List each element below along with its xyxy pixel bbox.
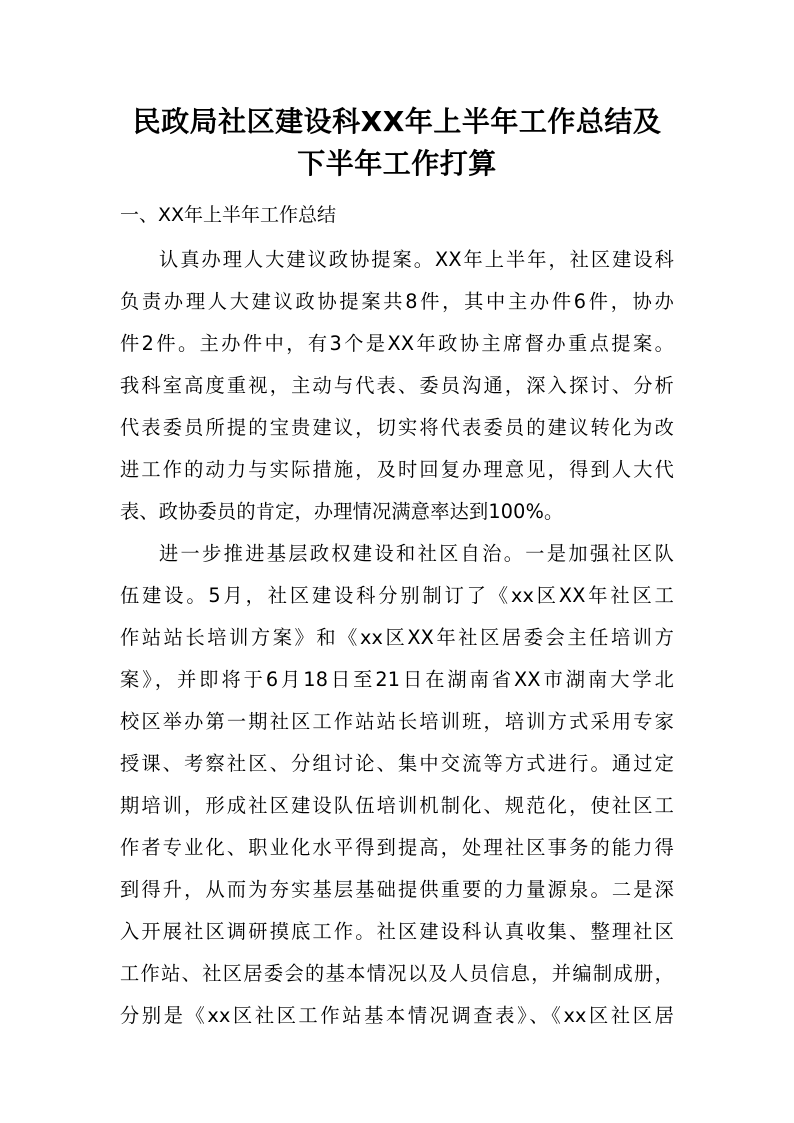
- paragraph-line: 我科室高度重视，主动与代表、委员沟通，深入探讨、分析: [120, 374, 674, 397]
- document-title-line-1: 民政局社区建设科XX年上半年工作总结及: [132, 105, 662, 138]
- paragraph-line: 表、政协委员的肯定，办理情况满意率达到100%。: [120, 500, 564, 523]
- paragraph-line: 授课、考察社区、分组讨论、集中交流等方式进行。通过定: [120, 752, 674, 775]
- paragraph-line: 作站站长培训方案》和《xx区XX年社区居委会主任培训方: [120, 626, 674, 649]
- document-title-line-2: 下半年工作打算: [297, 147, 497, 180]
- paragraph-line: 代表委员所提的宝贵建议，切实将代表委员的建议转化为改: [120, 416, 674, 439]
- paragraph-line: 工作站、社区居委会的基本情况以及人员信息，并编制成册，: [120, 962, 674, 985]
- paragraph-line: 期培训，形成社区建设队伍培训机制化、规范化，使社区工: [120, 794, 674, 817]
- section-heading: 一、XX年上半年工作总结: [120, 204, 337, 226]
- paragraph-line: 作者专业化、职业化水平得到提高，处理社区事务的能力得: [120, 836, 674, 859]
- paragraph-line: 到得升，从而为夯实基层基础提供重要的力量源泉。二是深: [120, 878, 674, 901]
- paragraph-line: 分别是《xx区社区工作站基本情况调查表》、《xx区社区居: [120, 1004, 674, 1027]
- paragraph-line: 负责办理人大建议政协提案共8件，其中主办件6件，协办: [120, 290, 674, 313]
- paragraph-line: 进工作的动力与实际措施，及时回复办理意见，得到人大代: [120, 458, 674, 481]
- paragraph-line: 伍建设。5月，社区建设科分别制订了《xx区XX年社区工: [120, 584, 674, 607]
- paragraph-line: 入开展社区调研摸底工作。社区建设科认真收集、整理社区: [120, 920, 674, 943]
- paragraph-line: 认真办理人大建议政协提案。XX年上半年，社区建设科: [159, 248, 674, 271]
- paragraph-line: 校区举办第一期社区工作站站长培训班，培训方式采用专家: [120, 710, 674, 733]
- paragraph-line: 进一步推进基层政权建设和社区自治。一是加强社区队: [159, 542, 674, 565]
- paragraph-line: 件2件。主办件中，有3个是XX年政协主席督办重点提案。: [120, 332, 674, 355]
- paragraph-line: 案》，并即将于6月18日至21日在湖南省XX市湖南大学北: [120, 668, 674, 691]
